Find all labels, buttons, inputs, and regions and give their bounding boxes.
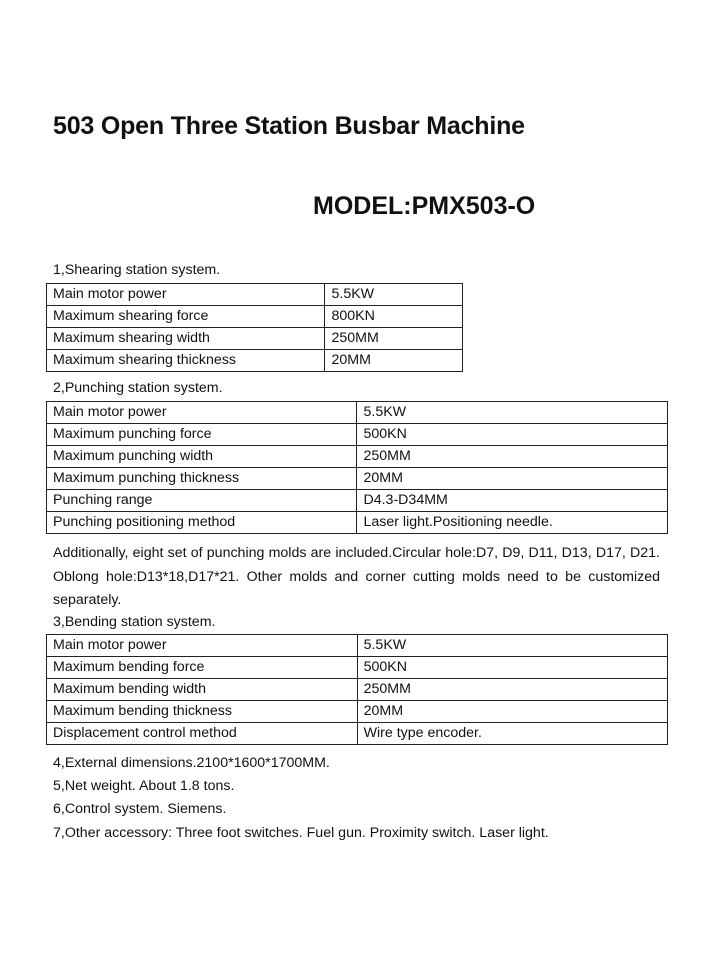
spec-value: 5.5KW (325, 284, 463, 306)
spec-label: Maximum bending width (47, 679, 358, 701)
spec-value: 500KN (357, 657, 667, 679)
table-row (47, 468, 668, 490)
spec-label: Maximum punching force (47, 424, 357, 446)
spec-value: 5.5KW (357, 635, 667, 657)
control-system: 6,Control system. Siemens. (53, 801, 227, 817)
punching-heading: 2,Punching station system. (53, 380, 223, 396)
table-row (47, 701, 668, 723)
spec-value: 5.5KW (357, 402, 668, 424)
table-row (47, 284, 463, 306)
spec-label: Maximum bending force (47, 657, 358, 679)
spec-value: 250MM (325, 328, 463, 350)
external-dimensions: 4,External dimensions.2100*1600*1700MM. (53, 755, 330, 771)
spec-label: Punching positioning method (47, 512, 357, 534)
spec-value: 20MM (357, 701, 667, 723)
punching-molds-note: Additionally, eight set of punching molds are included.Circular hole:D7, D9, D11, D13, D17, D21. Oblong hole:D13*18,D17*21. Other molds and corner cutting molds need to be customized separately. (53, 545, 660, 608)
net-weight: 5,Net weight. About 1.8 tons. (53, 778, 235, 794)
table-row (47, 446, 668, 468)
spec-value: 20MM (325, 350, 463, 372)
table-row (47, 350, 463, 372)
spec-label: Maximum punching thickness (47, 468, 357, 490)
spec-label: Displacement control method (47, 723, 358, 745)
shearing-heading: 1,Shearing station system. (53, 262, 221, 278)
spec-label: Punching range (47, 490, 357, 512)
bending-heading: 3,Bending station system. (53, 614, 216, 630)
table-row (47, 402, 668, 424)
table-row (47, 635, 668, 657)
table-row (47, 306, 463, 328)
document-title: 503 Open Three Station Busbar Machine (53, 112, 525, 140)
shearing-table (46, 283, 463, 372)
spec-value: 20MM (357, 468, 668, 490)
spec-label: Main motor power (47, 635, 358, 657)
model-number: MODEL:PMX503-O (313, 192, 536, 220)
table-row (47, 723, 668, 745)
spec-value: D4.3-D34MM (357, 490, 668, 512)
spec-label: Maximum shearing thickness (47, 350, 325, 372)
spec-label: Maximum shearing width (47, 328, 325, 350)
table-row (47, 679, 668, 701)
spec-value: 250MM (357, 446, 668, 468)
spec-label: Main motor power (47, 402, 357, 424)
other-accessory: 7,Other accessory: Three foot switches. Fuel gun. Proximity switch. Laser light. (53, 825, 549, 841)
spec-value: 250MM (357, 679, 667, 701)
table-row (47, 512, 668, 534)
spec-value: 500KN (357, 424, 668, 446)
table-row (47, 490, 668, 512)
punching-table (46, 401, 668, 534)
spec-value: Wire type encoder. (357, 723, 667, 745)
spec-label: Maximum punching width (47, 446, 357, 468)
spec-label: Maximum shearing force (47, 306, 325, 328)
table-row (47, 657, 668, 679)
spec-label: Maximum bending thickness (47, 701, 358, 723)
table-row (47, 328, 463, 350)
spec-value: 800KN (325, 306, 463, 328)
bending-table (46, 634, 668, 745)
table-row (47, 424, 668, 446)
spec-value: Laser light.Positioning needle. (357, 512, 668, 534)
spec-label: Main motor power (47, 284, 325, 306)
